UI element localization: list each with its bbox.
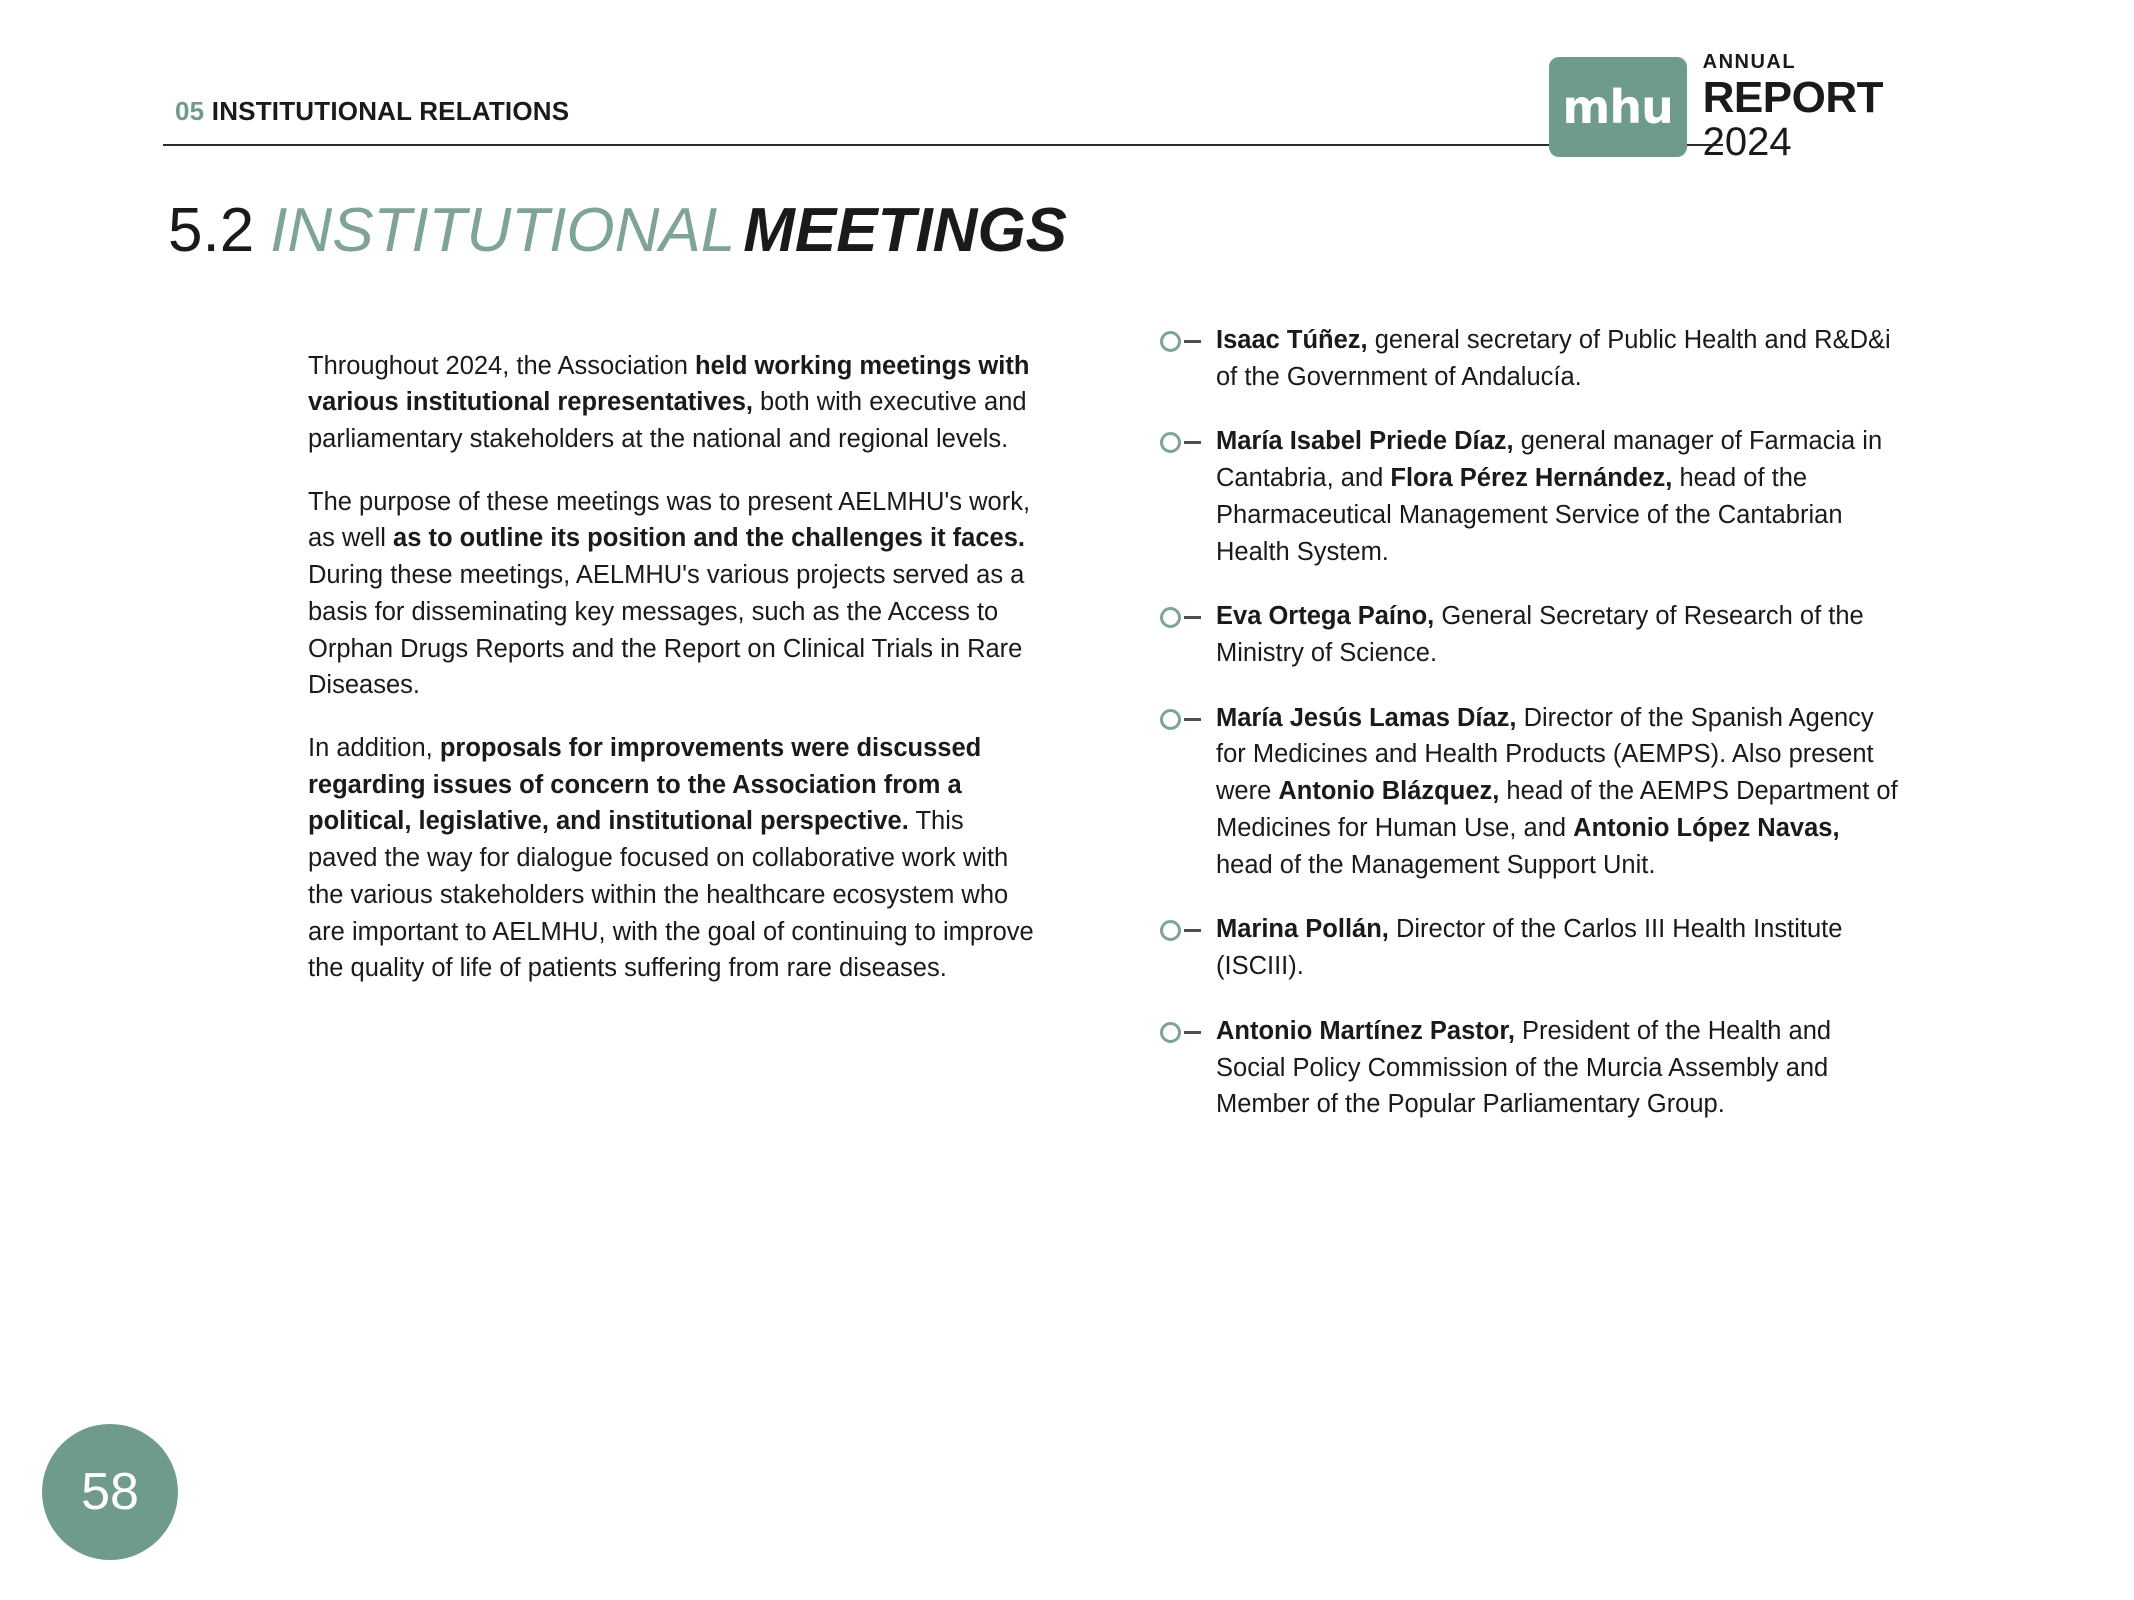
paragraph: Throughout 2024, the Association held working meetings with various institutional representatives, both with executive and parliamentary stakeholders at the national and regional levels. xyxy=(308,351,1030,453)
list-item-text: María Isabel Priede Díaz, general manager of Farmacia in Cantabria, and Flora Pérez Hernández, head of the Pharmaceutical Management Service of the Cantabrian Health System. xyxy=(1216,427,1883,566)
header-divider xyxy=(163,144,1723,146)
header-section-name: INSTITUTIONAL RELATIONS xyxy=(211,96,570,126)
paragraph: In addition, proposals for improvements were discussed regarding issues of concern to the Association from a political, legislative, and institutional perspective. This paved the way for dialogue focused on collaborative work with the various stakeholders within the healthcare ecosystem who are important to AELMHU, with the goal of continuing to improve the quality of life of patients suffering from rare diseases. xyxy=(308,733,1034,983)
list-item-text: Antonio Martínez Pastor, President of the Health and Social Policy Commission of the Murcia Assembly and Member of the Popular Parliamentary Group. xyxy=(1216,1016,1832,1119)
ring-dash-bullet-icon xyxy=(1160,603,1216,637)
ring-dash-bullet-icon xyxy=(1160,705,1216,739)
list-item xyxy=(1160,911,1900,984)
list-item-text: Isaac Túñez, general secretary of Public Health and R&D&i of the Government of Andalucía. xyxy=(1216,326,1891,391)
header-section-label xyxy=(175,96,569,127)
page-title-word-two: MEETINGS xyxy=(743,196,1068,265)
list-item xyxy=(1160,322,1900,395)
page-number-badge xyxy=(42,1424,178,1560)
ring-dash-bullet-icon xyxy=(1160,327,1216,361)
mhu-logo-mark xyxy=(1549,57,1687,157)
page-title xyxy=(168,198,1067,263)
list-item xyxy=(1160,1013,1900,1123)
list-item xyxy=(1160,423,1900,570)
logo-report-label: REPORT xyxy=(1702,73,1883,122)
ring-dash-bullet-icon xyxy=(1160,916,1216,950)
page-title-number: 5.2 xyxy=(168,196,255,265)
list-item-text: Marina Pollán, Director of the Carlos III Health Institute (ISCIII). xyxy=(1216,915,1843,981)
list-item-text: Eva Ortega Paíno, General Secretary of Research of the Ministry of Science. xyxy=(1216,602,1864,668)
left-text-column xyxy=(308,322,1038,1013)
logo-annual-label: ANNUAL xyxy=(1702,51,1797,73)
logo-year-label: 2024 xyxy=(1702,120,1792,164)
page-number: 58 xyxy=(81,1463,139,1521)
ring-dash-bullet-icon xyxy=(1160,1018,1216,1052)
ring-dash-bullet-icon xyxy=(1160,428,1216,462)
report-logo-text-block xyxy=(1703,52,1883,162)
page-header xyxy=(163,51,1883,164)
right-bullet-column xyxy=(1160,322,1900,1151)
list-item xyxy=(1160,598,1900,671)
mhu-logo-text: mhu xyxy=(1562,80,1673,134)
header-section-number: 05 xyxy=(175,96,205,126)
mhu-annual-report-logo xyxy=(1549,52,1883,162)
list-item-text: María Jesús Lamas Díaz, Director of the Spanish Agency for Medicines and Health Products (AEMPS). Also present were Antonio Blázquez, head of the AEMPS Department of Medicines for Human Use, and Antonio López Navas, head of the Management Support Unit. xyxy=(1216,703,1898,879)
list-item xyxy=(1160,700,1900,884)
paragraph: The purpose of these meetings was to present AELMHU's work, as well as to outline its position and the challenges it faces. During these meetings, AELMHU's various projects served as a basis for disseminating key messages, such as the Access to Orphan Drugs Reports and the Report on Clinical Trials in Rare Diseases. xyxy=(308,487,1031,700)
page-title-word-one: INSTITUTIONAL xyxy=(270,196,736,265)
